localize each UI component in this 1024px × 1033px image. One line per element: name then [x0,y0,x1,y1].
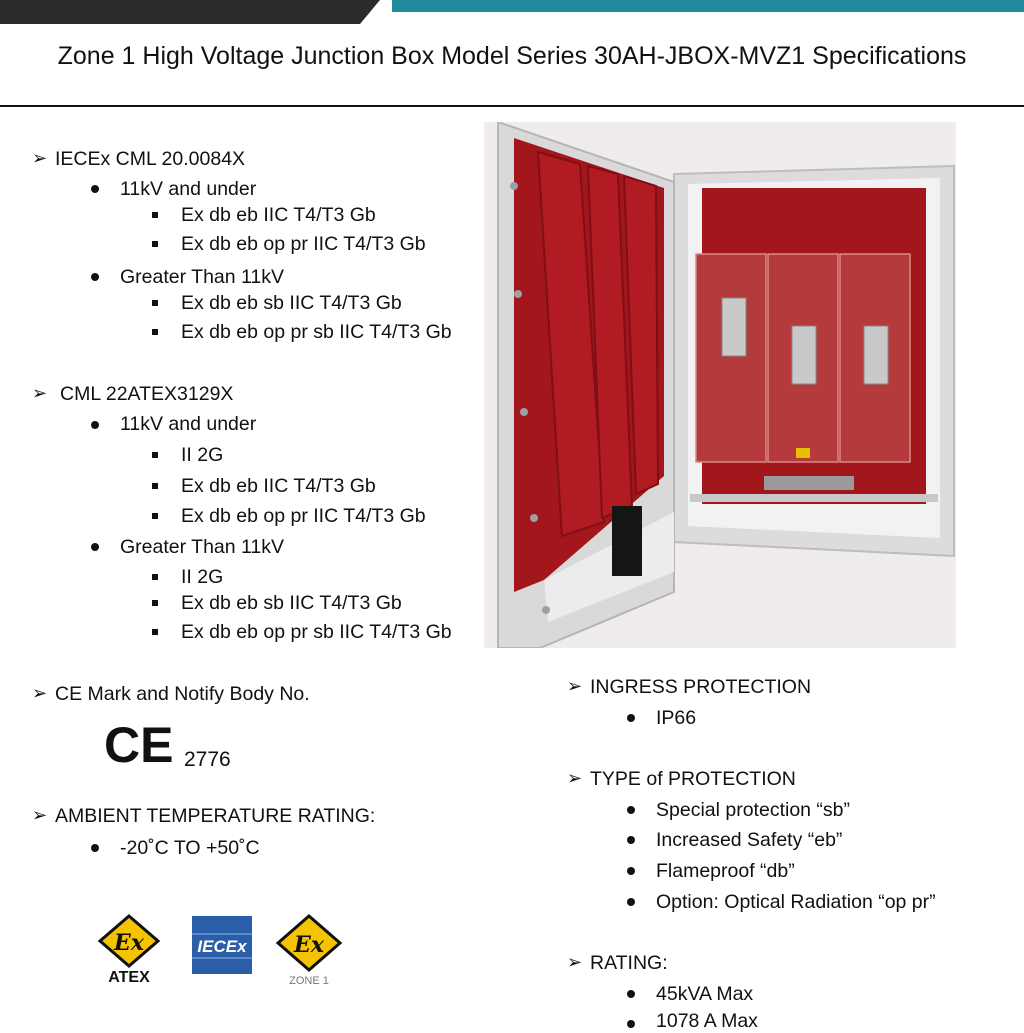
ce-mark-logo [104,722,244,774]
ambient-heading: AMBIENT TEMPERATURE RATING: [55,805,376,827]
bullet-dot-icon [91,421,99,429]
atex-heading: CML 22ATEX3129X [60,383,234,405]
protection-type-item: Special protection “sb” [656,799,851,821]
iecex-group2-label: Greater Than 11kV [120,266,285,288]
bullet-square-icon [152,574,158,580]
protection-type-heading: TYPE of PROTECTION [590,768,796,790]
bullet-dot-icon [627,714,635,722]
arrow-bullet-icon: ➢ [32,383,48,403]
bullet-dot-icon [627,806,635,814]
atex-group1-item: II 2G [181,444,224,466]
rating-item: 45kVA Max [656,983,754,1005]
protection-type-item: Increased Safety “eb” [656,829,843,851]
bullet-dot-icon [91,273,99,281]
bullet-square-icon [152,329,158,335]
protection-type-item: Option: Optical Radiation “op pr” [656,891,936,913]
atex-group2-item: Ex db eb sb IIC T4/T3 Gb [181,592,402,614]
protection-type-item: Flameproof “db” [656,860,795,882]
bullet-square-icon [152,212,158,218]
header-accent-bar [392,0,1024,12]
iecex-group1-label: 11kV and under [120,178,257,200]
bullet-dot-icon [627,867,635,875]
page-title: Zone 1 High Voltage Junction Box Model Series 30AH-JBOX-MVZ1 Specifications [57,42,967,70]
ce-notify-number: 2776 [184,748,231,771]
junction-box-photo [484,122,956,648]
ambient-range: -20˚C TO +50˚C [120,837,260,859]
ce-heading: CE Mark and Notify Body No. [55,683,310,705]
arrow-bullet-icon: ➢ [567,676,583,696]
bullet-dot-icon [91,844,99,852]
bullet-square-icon [152,300,158,306]
arrow-bullet-icon: ➢ [32,148,48,168]
rating-item: 1078 A Max [656,1010,758,1032]
arrow-bullet-icon: ➢ [32,805,48,825]
atex-group1-item: Ex db eb op pr IIC T4/T3 Gb [181,505,426,527]
atex-group2-label: Greater Than 11kV [120,536,285,558]
ce-mark-symbol: CE [104,722,174,773]
atex-logo [100,916,158,986]
atex-group2-item: II 2G [181,566,224,588]
arrow-bullet-icon: ➢ [567,768,583,788]
bullet-square-icon [152,513,158,519]
iecex-group1-item: Ex db eb IIC T4/T3 Gb [181,204,376,226]
iecex-label: IECEx [197,937,247,956]
ingress-rating: IP66 [656,707,697,729]
bullet-dot-icon [627,1020,635,1028]
bullet-dot-icon [91,543,99,551]
zone1-label: ZONE 1 [289,975,329,986]
bullet-square-icon [152,629,158,635]
ingress-heading: INGRESS PROTECTION [590,676,812,698]
rating-heading: RATING: [590,952,668,974]
bullet-dot-icon [91,185,99,193]
bullet-dot-icon [627,990,635,998]
iecex-group1-item: Ex db eb op pr IIC T4/T3 Gb [181,233,426,255]
iecex-group2-item: Ex db eb sb IIC T4/T3 Gb [181,292,402,314]
certification-logos [96,914,348,986]
zone1-logo [278,916,340,986]
bullet-dot-icon [627,836,635,844]
atex-ex-symbol: Ex [114,930,144,956]
arrow-bullet-icon: ➢ [32,683,48,703]
atex-label: ATEX [108,969,150,986]
bullet-dot-icon [627,898,635,906]
bullet-square-icon [152,452,158,458]
atex-group1-item: Ex db eb IIC T4/T3 Gb [181,475,376,497]
bullet-square-icon [152,241,158,247]
zone1-ex-symbol: Ex [294,932,324,958]
header-dark-bar [0,0,380,24]
atex-group2-item: Ex db eb op pr sb IIC T4/T3 Gb [181,621,452,643]
arrow-bullet-icon: ➢ [567,952,583,972]
iecex-group2-item: Ex db eb op pr sb IIC T4/T3 Gb [181,321,452,343]
atex-group1-label: 11kV and under [120,413,257,435]
iecex-heading: IECEx CML 20.0084X [55,148,246,170]
bullet-square-icon [152,483,158,489]
title-divider [0,105,1024,107]
bullet-square-icon [152,600,158,606]
iecex-logo [192,916,252,974]
